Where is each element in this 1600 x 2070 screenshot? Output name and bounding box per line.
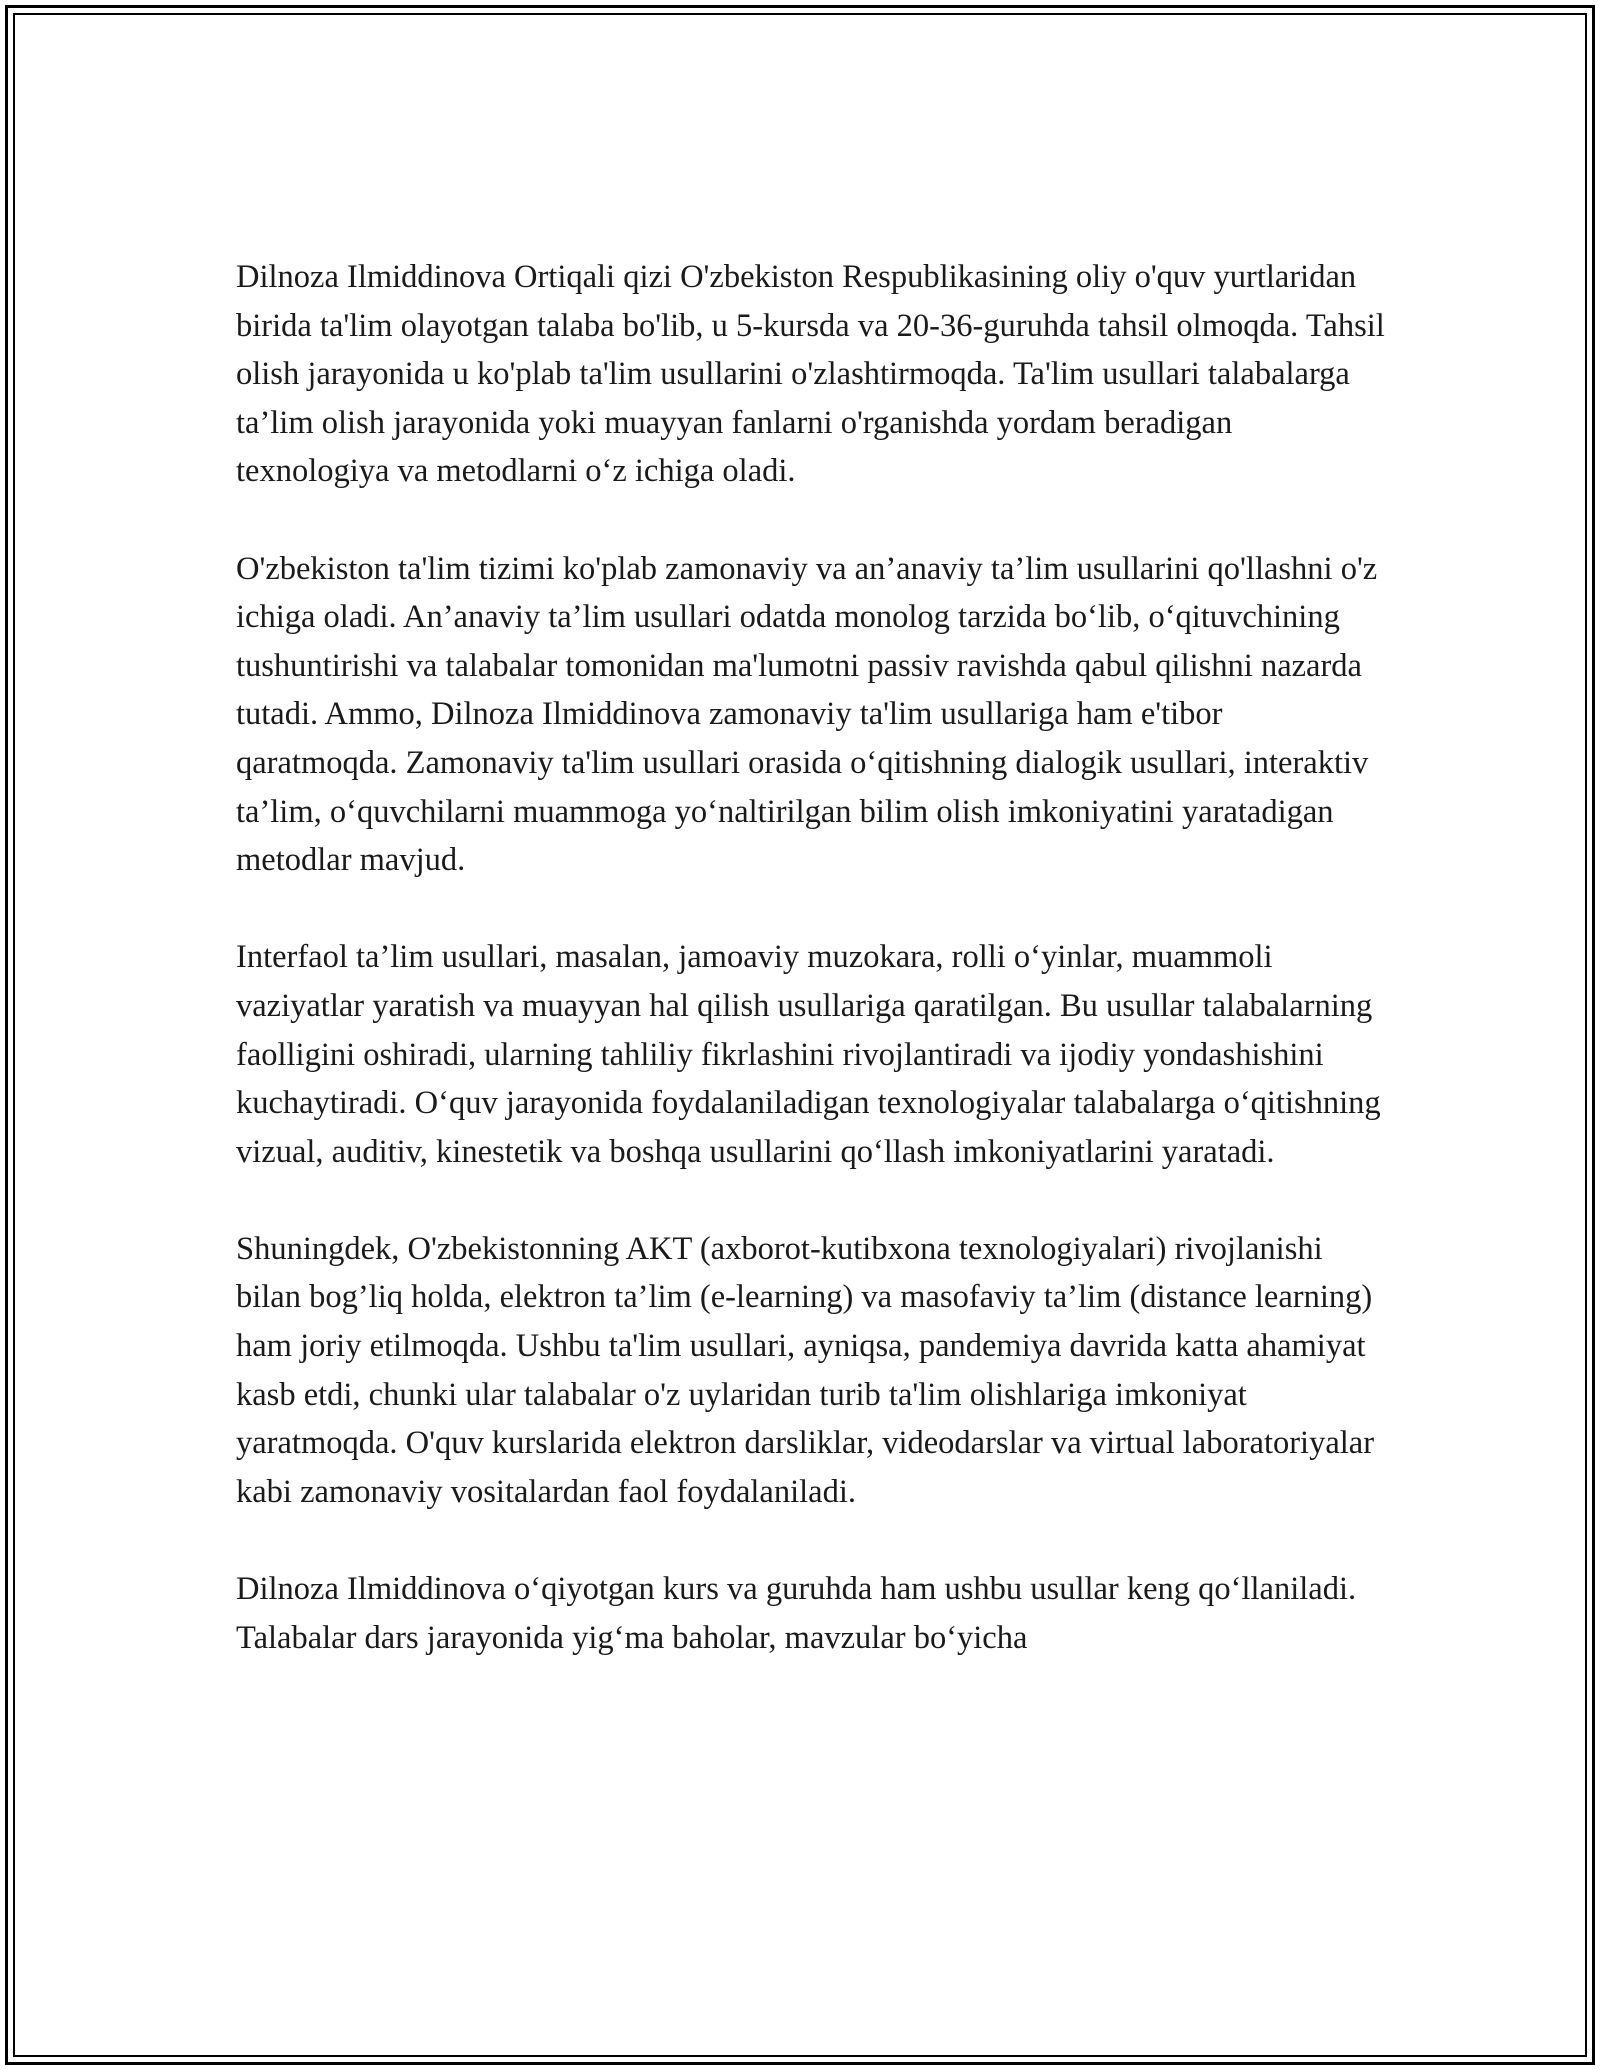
document-body: [236, 253, 1386, 1662]
paragraph-3: Interfaol ta’lim usullari, masalan, jamoaviy muzokara, rolli o‘yinlar, muammoli vaziyatlar yaratish va muayyan hal qilish usullariga qaratilgan. Bu usullar talabalarning faolligini oshiradi, ularning tahliliy fikrlashini rivojlantiradi va ijodiy yondashishini kuchaytiradi. O‘quv jarayonida foydalaniladigan texnologiyalar talabalarga o‘qitishning vizual, auditiv, kinestetik va boshqa usullarini qo‘llash imkoniyatlarini yaratadi.: [236, 939, 1381, 1170]
paragraph-5: Dilnoza Ilmiddinova o‘qiyotgan kurs va guruhda ham ushbu usullar keng qo‘llaniladi. Talabalar dars jarayonida yig‘ma baholar, mavzular bo‘yicha: [236, 1571, 1357, 1656]
paragraph-2: O'zbekiston ta'lim tizimi ko'plab zamonaviy va an’anaviy ta’lim usullarini qo'llashni o'z ichiga oladi. An’anaviy ta’lim usullari odatda monolog tarzida bo‘lib, o‘qituvchining tushuntirishi va talabalar tomonidan ma'lumotni passiv ravishda qabul qilishni nazarda tutadi. Ammo, Dilnoza Ilmiddinova zamonaviy ta'lim usullariga ham e'tibor qaratmoqda. Zamonaviy ta'lim usullari orasida o‘qitishning dialogik usullari, interaktiv ta’lim, o‘quvchilarni muammoga yo‘naltirilgan bilim olish imkoniyatini yaratadigan metodlar mavjud.: [236, 550, 1378, 879]
paragraph-4: Shuningdek, O'zbekistonning AKT (axborot-kutibxona texnologiyalari) rivojlanishi bilan bog’liq holda, elektron ta’lim (e-learning) va masofaviy ta’lim (distance learning) ham joriy etilmoqda. Ushbu ta'lim usullari, ayniqsa, pandemiya davrida katta ahamiyat kasb etdi, chunki ular talabalar o'z uylaridan turib ta'lim olishlariga imkoniyat yaratmoqda. O'quv kurslarida elektron darsliklar, videodarslar va virtual laboratoriyalar kabi zamonaviy vositalardan faol foydalaniladi.: [236, 1230, 1375, 1510]
paragraph-1: Dilnoza Ilmiddinova Ortiqali qizi O'zbekiston Respublikasining oliy o'quv yurtlaridan birida ta'lim olayotgan talaba bo'lib, u 5-kursda va 20-36-guruhda tahsil olmoqda. Tahsil olish jarayonida u ko'plab ta'lim usullarini o'zlashtirmoqda. Ta'lim usullari talabalarga ta’lim olish jarayonida yoki muayyan fanlarni o'rganishda yordam beradigan texnologiya va metodlarni o‘z ichiga oladi.: [236, 259, 1385, 490]
